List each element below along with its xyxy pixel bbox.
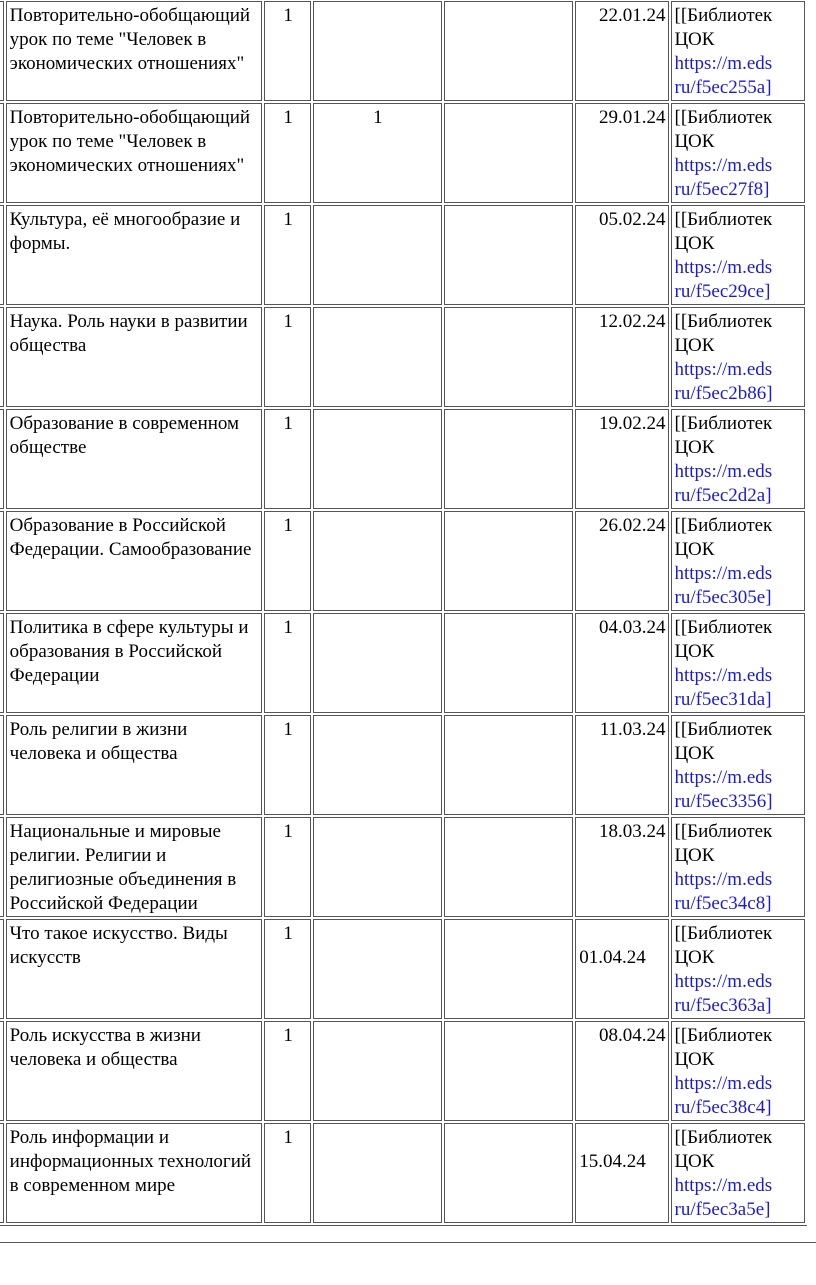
- resource-link-id[interactable]: ru/f5ec3356]: [674, 791, 773, 812]
- library-label: [[Библиотек: [674, 1025, 773, 1046]
- cok-label: ЦОК: [674, 1151, 715, 1172]
- topic-cell: Национальные и мировые религии. Религии и религиозные объединения в Российской Федерации: [6, 817, 263, 917]
- resources-cell: [671, 817, 806, 917]
- library-label: [[Библиотек: [674, 5, 773, 26]
- topic-cell: Политика в сфере культуры и образования в Российской Федерации: [6, 613, 263, 713]
- resource-link-id[interactable]: ru/f5ec3a5e]: [674, 1199, 771, 1220]
- practice-cell: [444, 511, 573, 611]
- resource-link-id[interactable]: ru/f5ec255a]: [674, 77, 772, 98]
- tests-cell: [313, 817, 442, 917]
- table-row: [0, 817, 805, 917]
- resource-link[interactable]: https://m.eds: [674, 767, 773, 788]
- row-number-cell: [0, 307, 4, 407]
- practice-cell: [444, 409, 573, 509]
- table-row: [0, 1, 805, 101]
- hours-cell: 1: [264, 103, 310, 203]
- cok-label: ЦОК: [674, 845, 715, 866]
- table-bottom-rule: [0, 1242, 816, 1243]
- resources-cell: [671, 307, 806, 407]
- tests-cell: [313, 409, 442, 509]
- table-row: [0, 1021, 805, 1121]
- resource-link-id[interactable]: ru/f5ec2d2a]: [674, 485, 772, 506]
- hours-cell: 1: [264, 1, 310, 101]
- tests-cell: [313, 919, 442, 1019]
- resource-link[interactable]: https://m.eds: [674, 461, 773, 482]
- resource-link-id[interactable]: ru/f5ec38c4]: [674, 1097, 772, 1118]
- cok-label: ЦОК: [674, 437, 715, 458]
- hours-cell: 1: [264, 205, 310, 305]
- date-cell: 22.01.24: [575, 1, 668, 101]
- hours-cell: 1: [264, 919, 310, 1019]
- date-cell: 11.03.24: [575, 715, 668, 815]
- hours-cell: 1: [264, 817, 310, 917]
- resource-link[interactable]: https://m.eds: [674, 1073, 773, 1094]
- practice-cell: [444, 1123, 573, 1223]
- hours-cell: 1: [264, 409, 310, 509]
- resource-link[interactable]: https://m.eds: [674, 53, 773, 74]
- hours-cell: 1: [264, 307, 310, 407]
- practice-cell: [444, 103, 573, 203]
- date-cell: 19.02.24: [575, 409, 668, 509]
- resources-cell: [671, 103, 806, 203]
- library-label: [[Библиотек: [674, 515, 773, 536]
- resource-link-id[interactable]: ru/f5ec34c8]: [674, 893, 772, 914]
- resources-cell: [671, 511, 806, 611]
- resource-link-id[interactable]: ru/f5ec305e]: [674, 587, 772, 608]
- topic-cell: Роль информации и информационных технологий в современном мире: [6, 1123, 263, 1223]
- hours-cell: 1: [264, 613, 310, 713]
- table-row: [0, 103, 805, 203]
- row-number-cell: [0, 613, 4, 713]
- topic-cell: Роль религии в жизни человека и общества: [6, 715, 263, 815]
- cok-label: ЦОК: [674, 233, 715, 254]
- topic-cell: Повторительно-обобщающий урок по теме "Человек в экономических отношениях": [6, 1, 263, 101]
- row-number-cell: [0, 103, 4, 203]
- topic-cell: Роль искусства в жизни человека и общества: [6, 1021, 263, 1121]
- row-number-cell: [0, 919, 4, 1019]
- library-label: [[Библиотек: [674, 719, 773, 740]
- library-label: [[Библиотек: [674, 923, 773, 944]
- table-row: [0, 1123, 805, 1223]
- resources-cell: [671, 409, 806, 509]
- resource-link[interactable]: https://m.eds: [674, 359, 773, 380]
- cok-label: ЦОК: [674, 1049, 715, 1070]
- tests-cell: [313, 1123, 442, 1223]
- resource-link[interactable]: https://m.eds: [674, 1175, 773, 1196]
- resource-link[interactable]: https://m.eds: [674, 869, 773, 890]
- resources-cell: [671, 715, 806, 815]
- row-number-cell: [0, 715, 4, 815]
- row-number-cell: [0, 1021, 4, 1121]
- table-row: [0, 511, 805, 611]
- tests-cell: [313, 511, 442, 611]
- practice-cell: [444, 919, 573, 1019]
- resource-link[interactable]: https://m.eds: [674, 257, 773, 278]
- tests-cell: [313, 1, 442, 101]
- date-cell: 08.04.24: [575, 1021, 668, 1121]
- resource-link-id[interactable]: ru/f5ec2b86]: [674, 383, 773, 404]
- practice-cell: [444, 613, 573, 713]
- table-row: [0, 715, 805, 815]
- table-row: [0, 307, 805, 407]
- resource-link-id[interactable]: ru/f5ec31da]: [674, 689, 772, 710]
- table-row: [0, 613, 805, 713]
- topic-cell: Культура, её многообразие и формы.: [6, 205, 263, 305]
- topic-cell: Наука. Роль науки в развитии общества: [6, 307, 263, 407]
- table-row: [0, 205, 805, 305]
- tests-cell: [313, 1021, 442, 1121]
- practice-cell: [444, 817, 573, 917]
- table-row: [0, 409, 805, 509]
- tests-cell: [313, 613, 442, 713]
- cok-label: ЦОК: [674, 947, 715, 968]
- row-number-cell: [0, 409, 4, 509]
- resource-link[interactable]: https://m.eds: [674, 665, 773, 686]
- tests-cell: [313, 307, 442, 407]
- topic-cell: Что такое искусство. Виды искусств: [6, 919, 263, 1019]
- library-label: [[Библиотек: [674, 1127, 773, 1148]
- date-cell: 15.04.24: [575, 1123, 668, 1223]
- practice-cell: [444, 307, 573, 407]
- hours-cell: 1: [264, 1123, 310, 1223]
- library-label: [[Библиотек: [674, 617, 773, 638]
- hours-cell: 1: [264, 715, 310, 815]
- library-label: [[Библиотек: [674, 413, 773, 434]
- library-label: [[Библиотек: [674, 107, 773, 128]
- topic-cell: Повторительно-обобщающий урок по теме "Человек в экономических отношениях": [6, 103, 263, 203]
- resource-link[interactable]: https://m.eds: [674, 971, 773, 992]
- date-cell: 04.03.24: [575, 613, 668, 713]
- hours-cell: 1: [264, 511, 310, 611]
- date-cell: 01.04.24: [575, 919, 668, 1019]
- resources-cell: [671, 1, 806, 101]
- resources-cell: [671, 1123, 806, 1223]
- resources-cell: [671, 1021, 806, 1121]
- date-cell: 05.02.24: [575, 205, 668, 305]
- practice-cell: [444, 715, 573, 815]
- cok-label: ЦОК: [674, 29, 715, 50]
- cok-label: ЦОК: [674, 335, 715, 356]
- resource-link[interactable]: https://m.eds: [674, 155, 773, 176]
- resource-link-id[interactable]: ru/f5ec363a]: [674, 995, 772, 1016]
- tests-cell: [313, 205, 442, 305]
- tests-cell: 1: [313, 103, 442, 203]
- table-row: [0, 919, 805, 1019]
- cok-label: ЦОК: [674, 539, 715, 560]
- topic-cell: Образование в Российской Федерации. Самообразование: [6, 511, 263, 611]
- date-cell: 26.02.24: [575, 511, 668, 611]
- library-label: [[Библиотек: [674, 821, 773, 842]
- cok-label: ЦОК: [674, 641, 715, 662]
- hours-cell: 1: [264, 1021, 310, 1121]
- lesson-plan-rows: [0, 1, 805, 1223]
- library-label: [[Библиотек: [674, 311, 773, 332]
- cok-label: ЦОК: [674, 743, 715, 764]
- resource-link[interactable]: https://m.eds: [674, 563, 773, 584]
- date-cell: 18.03.24: [575, 817, 668, 917]
- resource-link-id[interactable]: ru/f5ec29ce]: [674, 281, 771, 302]
- cok-label: ЦОК: [674, 131, 715, 152]
- resources-cell: [671, 919, 806, 1019]
- date-cell: 29.01.24: [575, 103, 668, 203]
- row-number-cell: [0, 1123, 4, 1223]
- practice-cell: [444, 1, 573, 101]
- resources-cell: [671, 205, 806, 305]
- library-label: [[Библиотек: [674, 209, 773, 230]
- resources-cell: [671, 613, 806, 713]
- row-number-cell: [0, 1, 4, 101]
- practice-cell: [444, 205, 573, 305]
- topic-cell: Образование в современном обществе: [6, 409, 263, 509]
- resource-link-id[interactable]: ru/f5ec27f8]: [674, 179, 770, 200]
- practice-cell: [444, 1021, 573, 1121]
- row-number-cell: [0, 205, 4, 305]
- row-number-cell: [0, 511, 4, 611]
- date-cell: 12.02.24: [575, 307, 668, 407]
- tests-cell: [313, 715, 442, 815]
- row-number-cell: [0, 817, 4, 917]
